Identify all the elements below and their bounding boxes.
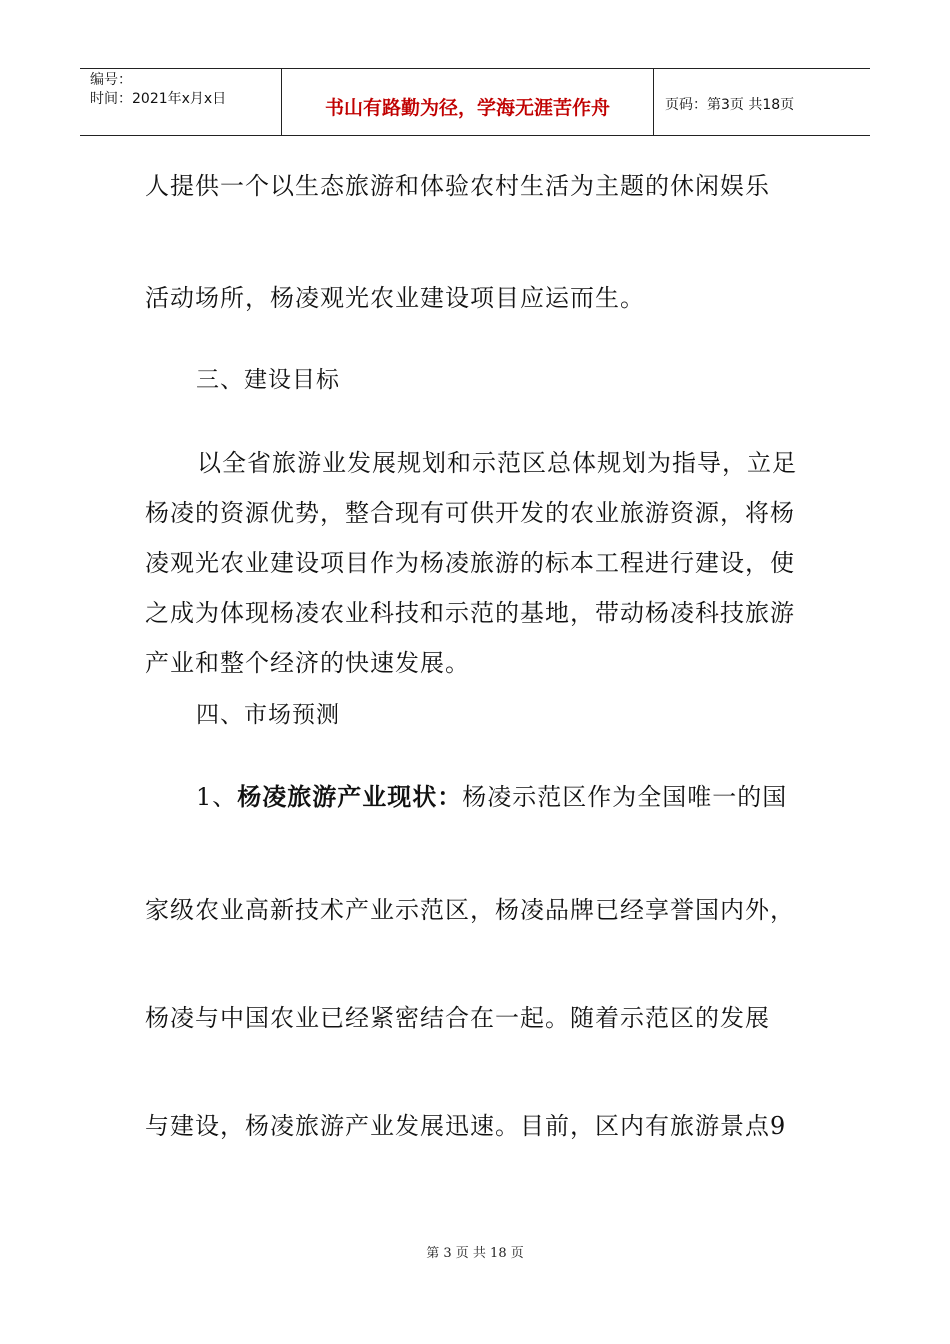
doc-number-label: 编号：: [90, 72, 132, 88]
section3-line-2: 杨凌的资源优势，整合现有可供开发的农业旅游资源，将杨: [145, 499, 795, 527]
section-heading-4: 四、市场预测: [196, 702, 340, 728]
page-header: [80, 68, 870, 136]
page-footer: 第 3 页 共 18 页: [426, 1246, 524, 1261]
section3-line-5: 产业和整个经济的快速发展。: [145, 649, 470, 677]
section3-line-4: 之成为体现杨凌农业科技和示范的基地，带动杨凌科技旅游: [145, 599, 795, 627]
item1-line-3: 杨凌与中国农业已经紧密结合在一起。随着示范区的发展: [145, 1004, 770, 1032]
header-motto: 书山有路勤为径，学海无涯苦作舟: [282, 69, 654, 135]
header-page-info: 页码：第3页 共18页: [665, 97, 795, 113]
item1-bold-title: 杨凌旅游产业现状：: [237, 783, 463, 811]
body-line-2: 活动场所，杨凌观光农业建设项目应运而生。: [145, 284, 645, 312]
body-line-1: 人提供一个以生态旅游和体验农村生活为主题的休闲娱乐: [145, 172, 770, 200]
header-meta: [80, 69, 282, 135]
doc-time-label: 时间：2021年x月x日: [90, 91, 227, 107]
item1-line-1: [196, 782, 787, 812]
section-heading-3: 三、建设目标: [196, 367, 340, 393]
section3-line-1: 以全省旅游业发展规划和示范区总体规划为指导，立足: [197, 449, 797, 477]
item1-line-4: 与建设，杨凌旅游产业发展迅速。目前，区内有旅游景点9: [145, 1112, 787, 1140]
item1-rest: 杨凌示范区作为全国唯一的国: [462, 783, 788, 811]
section3-line-3: 凌观光农业建设项目作为杨凌旅游的标本工程进行建设，使: [145, 549, 795, 577]
item1-line-2: 家级农业高新技术产业示范区，杨凌品牌已经享誉国内外，: [145, 896, 795, 924]
item1-prefix: 1、: [196, 783, 238, 811]
